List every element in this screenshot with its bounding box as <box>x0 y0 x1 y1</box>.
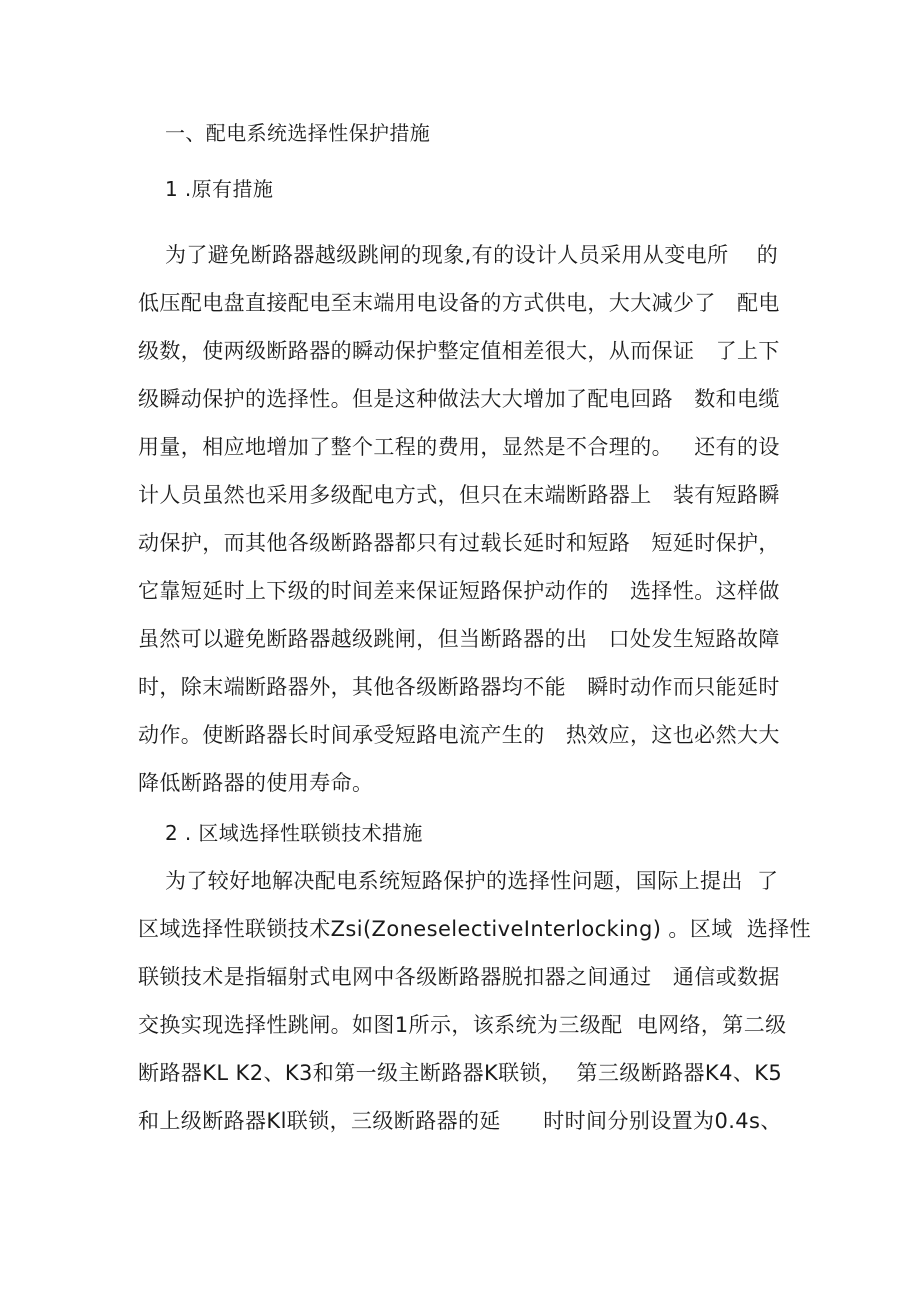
text-line: 用量，相应地增加了整个工程的费用，显然是不合理的。 还有的设 <box>138 435 780 459</box>
subsection-heading-zsi-measures: 2 . 区域选择性联锁技术措施 <box>165 821 423 845</box>
text-line: 和上级断路器Kl联锁，三级断路器的延 时时间分别设置为0.4s、 <box>138 1109 782 1133</box>
text-line: 断路器KL K2、K3和第一级主断路器K联锁， 第三级断路器K4、K5 <box>138 1061 783 1085</box>
text-line: 为了避免断路器越级跳闸的现象,有的设计人员采用从变电所 的 <box>165 243 779 267</box>
text-line: 虽然可以避免断路器越级跳闸，但当断路器的出 口处发生短路故障 <box>138 627 780 651</box>
text-line: 计人员虽然也采用多级配电方式，但只在末端断路器上 装有短路瞬 <box>138 483 780 507</box>
text-line: 动保护，而其他各级断路器都只有过载长延时和短路 短延时保护， <box>138 531 780 555</box>
text-line: 级数，使两级断路器的瞬动保护整定值相差很大，从而保证 了上下 <box>138 339 780 363</box>
text-line: 低压配电盘直接配电至末端用电设备的方式供电，大大减少了 配电 <box>138 291 780 315</box>
section-heading: 一、配电系统选择性保护措施 <box>165 121 431 145</box>
text-line: 降低断路器的使用寿命。 <box>138 771 374 795</box>
text-line: 它靠短延时上下级的时间差来保证短路保护动作的 选择性。这样做 <box>138 579 780 603</box>
text-line: 时，除末端断路器外，其他各级断路器均不能 瞬时动作而只能延时 <box>138 675 780 699</box>
text-line: 区域选择性联锁技术Zsi(ZoneselectiveInterlocking) 。区域 选择性 <box>138 917 811 941</box>
text-line: 交换实现选择性跳闸。如图1所示，该系统为三级配 电网络，第二级 <box>138 1013 787 1037</box>
text-line: 动作。使断路器长时间承受短路电流产生的 热效应，这也必然大大 <box>138 723 780 747</box>
text-line: 级瞬动保护的选择性。但是这种做法大大增加了配电回路 数和电缆 <box>138 387 780 411</box>
text-line: 为了较好地解决配电系统短路保护的选择性问题，国际上提出 了 <box>165 869 779 893</box>
subsection-heading-original-measures: 1 .原有措施 <box>165 177 274 201</box>
text-line: 联锁技术是指辐射式电网中各级断路器脱扣器之间通过 通信或数据 <box>138 965 780 989</box>
